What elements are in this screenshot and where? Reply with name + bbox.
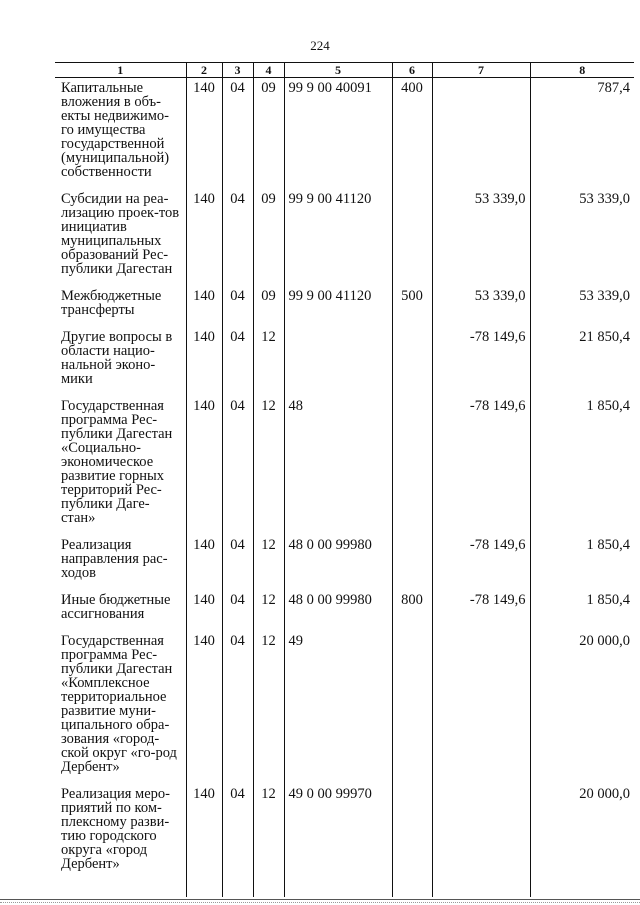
cell-code-2: 140	[186, 189, 222, 286]
row-name: Другие вопросы в области нацио-нальной эконо-мики	[61, 329, 173, 387]
cell-code-3: 04	[222, 327, 253, 396]
cell-code-4: 12	[253, 396, 284, 535]
cell-amount-8: 20 000,0	[530, 631, 634, 784]
cell-amount-8: 1 850,4	[530, 396, 634, 535]
cell-code-4: 12	[253, 590, 284, 631]
cell-code-5: 99 9 00 41120	[284, 286, 392, 327]
cell-code-2: 140	[186, 396, 222, 535]
row-name: Реализация меро-приятий по ком-плексному разви-тию городского округа «город Дербент»	[61, 786, 170, 872]
cell-code-6	[392, 189, 432, 286]
cell-code-3: 04	[222, 784, 253, 881]
table-row	[55, 590, 634, 631]
page-number: 224	[310, 38, 330, 53]
column-header: 6	[392, 63, 432, 78]
cell-code-5: 99 9 00 41120	[284, 189, 392, 286]
cell-code-6	[392, 784, 432, 881]
cell-code-4: 12	[253, 631, 284, 784]
column-header: 7	[432, 63, 530, 78]
row-name: Реализация направления рас-ходов	[61, 537, 168, 581]
cell-code-5: 49	[284, 631, 392, 784]
table-row	[55, 784, 634, 881]
cell-code-5: 48	[284, 396, 392, 535]
cell-code-5: 99 9 00 40091	[284, 78, 392, 190]
cell-code-2: 140	[186, 78, 222, 190]
cell-amount-8: 53 339,0	[530, 286, 634, 327]
row-name: Иные бюджетные ассигнования	[61, 592, 171, 622]
column-header: 2	[186, 63, 222, 78]
cell-amount-7	[432, 631, 530, 784]
row-name: Государственная программа Рес-публики Дагестан «Социально-экономическое развитие горных территорий Рес-публики Даге-стан»	[61, 398, 173, 526]
cell-code-6: 400	[392, 78, 432, 190]
table-row	[55, 327, 634, 396]
page-bottom-rule	[0, 899, 640, 903]
cell-code-2: 140	[186, 286, 222, 327]
column-header: 5	[284, 63, 392, 78]
cell-code-6: 500	[392, 286, 432, 327]
cell-amount-8: 787,4	[530, 78, 634, 190]
row-name: Капитальные вложения в объ-екты недвижимо-го имущества государственной (муниципальной) собственности	[61, 80, 170, 180]
column-header: 8	[530, 63, 634, 78]
cell-code-3: 04	[222, 631, 253, 784]
cell-amount-7: -78 149,6	[432, 396, 530, 535]
cell-code-2: 140	[186, 784, 222, 881]
cell-code-5	[284, 327, 392, 396]
table-row	[55, 631, 634, 784]
cell-code-2: 140	[186, 590, 222, 631]
table-row	[55, 286, 634, 327]
row-name: Государственная программа Рес-публики Дагестан «Комплексное территориальное развитие муни-ципального обра-зования «город-ской округ «го-род Дербент»	[61, 633, 177, 775]
cell-code-3: 04	[222, 396, 253, 535]
cell-code-5: 48 0 00 99980	[284, 535, 392, 590]
cell-code-6	[392, 631, 432, 784]
cell-amount-8: 53 339,0	[530, 189, 634, 286]
table-header-row	[55, 63, 634, 78]
cell-amount-7: 53 339,0	[432, 189, 530, 286]
cell-code-6: 800	[392, 590, 432, 631]
cell-code-3: 04	[222, 286, 253, 327]
table-filler-row	[55, 881, 634, 897]
cell-amount-7	[432, 78, 530, 190]
cell-amount-8: 21 850,4	[530, 327, 634, 396]
cell-amount-7: -78 149,6	[432, 590, 530, 631]
cell-code-6	[392, 535, 432, 590]
cell-code-2: 140	[186, 535, 222, 590]
cell-code-3: 04	[222, 535, 253, 590]
table-row	[55, 189, 634, 286]
column-header: 1	[55, 63, 186, 78]
table-row	[55, 78, 634, 190]
budget-table	[55, 62, 634, 897]
cell-amount-8: 1 850,4	[530, 535, 634, 590]
table-row	[55, 396, 634, 535]
cell-code-3: 04	[222, 78, 253, 190]
cell-code-4: 12	[253, 784, 284, 881]
cell-amount-8: 20 000,0	[530, 784, 634, 881]
cell-code-3: 04	[222, 590, 253, 631]
column-header: 4	[253, 63, 284, 78]
column-header: 3	[222, 63, 253, 78]
cell-code-5: 49 0 00 99970	[284, 784, 392, 881]
cell-code-4: 12	[253, 535, 284, 590]
cell-amount-7	[432, 784, 530, 881]
cell-code-6	[392, 327, 432, 396]
cell-code-4: 09	[253, 78, 284, 190]
cell-code-3: 04	[222, 189, 253, 286]
cell-amount-7: 53 339,0	[432, 286, 530, 327]
cell-amount-7: -78 149,6	[432, 535, 530, 590]
cell-amount-7: -78 149,6	[432, 327, 530, 396]
row-name: Субсидии на реа-лизацию проек-тов инициатив муниципальных образований Рес-публики Дагестан	[61, 191, 180, 277]
table-row	[55, 535, 634, 590]
row-name: Межбюджетные трансферты	[61, 288, 162, 318]
cell-code-2: 140	[186, 327, 222, 396]
cell-code-4: 09	[253, 189, 284, 286]
cell-code-4: 12	[253, 327, 284, 396]
cell-code-6	[392, 396, 432, 535]
cell-code-4: 09	[253, 286, 284, 327]
cell-amount-8: 1 850,4	[530, 590, 634, 631]
cell-code-2: 140	[186, 631, 222, 784]
cell-code-5: 48 0 00 99980	[284, 590, 392, 631]
